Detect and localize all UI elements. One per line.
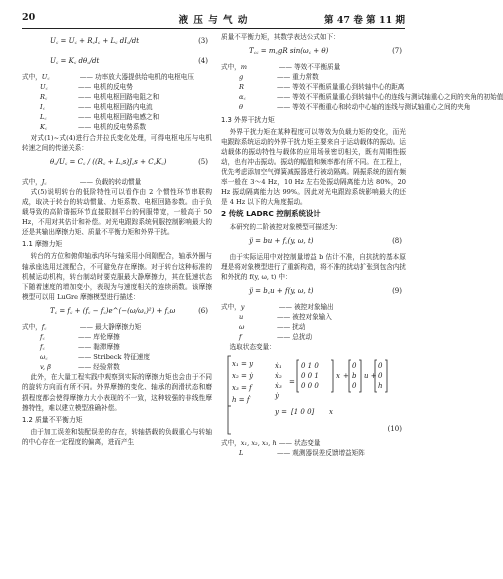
symbol: U꜀ [40, 83, 48, 92]
right-column [221, 32, 503, 459]
svg-text:0: 0 [352, 382, 357, 391]
paragraph: 质量不平衡力矩，其数学表达公式如下： [221, 33, 340, 41]
symbol-description: —— Stribeck 特征速度 [78, 353, 150, 362]
symbol-description: —— 电机电枢回路内电流 [78, 103, 153, 112]
svg-text:0 0 1: 0 0 1 [301, 372, 319, 381]
symbol-description: —— 等效不平衡重心和转动中心轴的连线与测试轴重心之间的夹角 [277, 103, 471, 112]
symbol-description: —— 最大静摩擦力矩 [79, 322, 142, 331]
svg-text:ẋ₃: ẋ₃ [275, 382, 282, 391]
svg-text:u +: u + [364, 372, 377, 381]
paragraph: 外界干扰力矩在某种程度可以等效为负载力矩的变化，而光电跟踪系统运动的外界干扰力矩主要来自于运动载体的振动。运动载体的振动特性与载体的应用场景密切相关，既有周期性振动，也有冲击振动。振动的幅值和频率都有所不同。在工程上，优先考虑添加空气弹簧减振器进行被动隔离。隔振系统的固有频率一般在 3～4 Hz，10 Hz 左右处振动隔离能力达 80%，20 Hz 振动隔离能力达 99%。因此对光电跟踪系统影响最大的还是 4 Hz 以下的大角度振动。 [221, 127, 406, 207]
symbol-definition [221, 448, 406, 458]
equation-10-state-space: x₁ = y x₂ = ẏ x₃ = f h = ḟ ẋ₁ ẋ₂ ẋ₃ ẏ = 0 1 0 0 0 1 0 0 0 x + 0 b 0 u + 0 0 h y = [1 0 0] x (10) [221, 352, 406, 438]
symbol-definition [22, 342, 212, 352]
svg-text:y =: y = [275, 408, 288, 417]
symbol-description: —— 负载的转动惯量 [79, 177, 142, 186]
where-label: 式中， [221, 302, 241, 311]
issue-label: 第 47 卷 第 11 期 [324, 15, 405, 26]
section-heading: 1.3 外界干扰力矩 [221, 115, 275, 124]
paragraph: 式(5)说明转台的低阶特性可以看作由 2 个惯性环节串联构成，取决于转台的转动惯量、力矩系数、电枢回路参数。由于负载导致的高阶谐振环节直接限制平台的伺服带宽，一般高于 50 Hz，不用对其估计和补偿。对光电跟踪系统伺服控制影响最大的还是其输出摩擦力矩、质量不平衡力矩和外界干扰。 [22, 187, 212, 237]
symbol-description: —— 经验常数 [78, 363, 120, 372]
symbol-description: —— 黏滞摩擦 [78, 343, 120, 352]
symbol-description: —— 总扰动 [277, 333, 313, 342]
symbol: R꜀ [40, 93, 48, 102]
symbol-definition [22, 72, 212, 82]
journal-title: 液 压 与 气 动 [178, 15, 249, 26]
svg-text:x₂ = ẏ: x₂ = ẏ [232, 372, 254, 381]
svg-text:b: b [352, 372, 357, 381]
paragraph: 此外，在大量工程实践中观察到实际的摩擦力矩也会由于不同的旋转方向而有所不同。外界摩擦的变化、轴承的润滑状态和磨损程度都会使得摩擦力大小表现的不一致，这种较强的非线性摩擦特性，难以建立模型准确补偿。 [22, 373, 212, 412]
svg-text:x: x [336, 372, 340, 381]
svg-text:x: x [329, 408, 333, 417]
symbol-description: —— 库伦摩擦 [78, 332, 120, 341]
symbol-definition [22, 82, 212, 92]
page-number: 20 [22, 12, 36, 23]
symbol-description: —— 电机的反电势系数 [78, 123, 147, 132]
svg-text:ẋ₂: ẋ₂ [275, 372, 282, 381]
symbol-definition [22, 102, 212, 112]
symbol-definition [221, 312, 406, 322]
symbol-definition [221, 82, 406, 92]
svg-text:=: = [289, 378, 295, 387]
symbol-description: —— 功率放大器提供给电机的电枢电压 [79, 73, 194, 81]
svg-text:0: 0 [378, 362, 383, 371]
symbol: L [239, 449, 244, 458]
svg-text:0 1 0: 0 1 0 [301, 362, 319, 371]
state-space-matrix [227, 354, 397, 438]
symbol-description: —— 被控对象输入 [277, 312, 332, 321]
symbol-definition [22, 122, 212, 132]
symbol-definition [22, 177, 212, 187]
symbol-definition [221, 102, 471, 112]
symbol-description: —— 电机电枢回路电感之和 [78, 113, 160, 122]
equation-3: U꜀ = U꜀ + R꜀I꜀ + L꜀ dI꜀/dt (3) [50, 37, 208, 45]
symbol: α꜀ [239, 93, 246, 102]
symbol-definition [22, 332, 212, 342]
symbol-definition [221, 62, 406, 72]
symbol-description: —— 电机电枢回路电阻之和 [78, 93, 160, 102]
symbol-definition [221, 72, 406, 82]
symbol-definition [221, 302, 406, 312]
symbol-description: —— 状态变量 [278, 439, 321, 448]
paragraph: 由于实际运用中对控制量增益 b 估计不准，自抗扰的基本原理是将对象模型进行了重新构造，将不准的扰动扩张到包含内扰和外扰的 f(y, ω, t) 中： [221, 252, 406, 281]
section-heading: 1.1 摩擦力矩 [22, 240, 63, 249]
section-heading: 2 传统 LADRC 控制系统设计 [221, 209, 321, 219]
equation-4: U꜀ = K꜀ dθ꜀/dt (4) [50, 57, 208, 65]
symbol: ω [239, 323, 245, 332]
paragraph: 转台的方位和俯仰轴承内环与轴采用小间隙配合，轴承外圈与轴承座选用过渡配合，不可避免存在摩擦。对于转台这种标准的机械运动机构，转台制动时要克服最大静摩擦力，其在低速状态下随着速度的增加变小，表现为与速度相关的连续函数。该摩擦模型可以用 LuGre 摩擦模型进行描述： [22, 252, 212, 301]
symbol: f꜀ [41, 322, 47, 331]
symbol: f꜀ [40, 343, 45, 352]
symbol-definitions-4 [221, 62, 503, 112]
where-label: 式中， [221, 439, 241, 448]
section-heading: 1.2 质量不平衡力矩 [22, 415, 83, 424]
symbol-definitions-2 [22, 177, 212, 187]
symbol: J꜀ [41, 177, 47, 186]
symbol: I꜀ [40, 103, 45, 112]
symbol-description: —— 扰动 [277, 323, 306, 332]
svg-text:[1 0 0]: [1 0 0] [291, 408, 315, 417]
symbol-definition [22, 112, 212, 122]
symbol: R [239, 83, 244, 92]
equation-6: T꜀ = f꜀ + (f꜀ − f꜀)e^(−(ω/ω꜀)²) + f꜀ω (6) [50, 306, 208, 315]
paragraph: 对式(1)~式(4)进行合并拉氏变化处理，可得电枢电压与电机转速之间的传递关系： [22, 133, 212, 152]
svg-text:0: 0 [378, 372, 383, 381]
paragraph: 选取状态变量： [229, 343, 276, 352]
symbol-definition [22, 352, 212, 362]
paragraph: 由于加工误差和装配误差的存在，转轴搭载的负载重心与转轴的中心存在一定程度的偏离，进而产生 [22, 427, 212, 446]
symbol-definitions-6 [221, 438, 406, 458]
symbol: K꜀ [40, 123, 48, 132]
header-rule [22, 28, 405, 29]
symbol-definitions-5 [221, 302, 406, 342]
symbol-definition [221, 322, 406, 332]
left-column [22, 32, 212, 447]
symbol-description: —— 等效不平衡质量 [278, 63, 341, 72]
equation-5: θ꜀/U꜀ = C꜀ / ((R꜀ + L꜀s)J꜀s + C꜀K꜀) (5) [50, 157, 208, 166]
symbol: g [239, 73, 244, 82]
symbol: x₁, x₂, x₃, h [240, 439, 277, 448]
where-label: 式中， [22, 322, 42, 331]
symbol: u [239, 312, 244, 321]
symbol-description: —— 等效不平衡质量重心到转轴中心的距离 [277, 83, 405, 92]
symbol-definition [221, 438, 406, 448]
svg-text:x₃ = f: x₃ = f [232, 384, 252, 393]
symbol-definition [221, 92, 503, 102]
paragraph: 本研究的二阶被控对象模型可描述为： [229, 222, 342, 231]
symbol-description: —— 被控对象输出 [278, 302, 334, 311]
symbol-description: —— 重力常数 [277, 73, 319, 82]
svg-text:ẋ₁: ẋ₁ [275, 362, 282, 371]
svg-text:h = ḟ: h = ḟ [232, 396, 250, 405]
where-label: 式中， [22, 177, 42, 186]
where-label: 式中， [221, 63, 241, 72]
symbol-definition [22, 92, 212, 102]
svg-text:ẏ: ẏ [275, 392, 279, 401]
symbol-description: —— 电机的反电势 [78, 83, 133, 92]
symbol: f [239, 333, 242, 342]
symbol: θ [239, 103, 243, 112]
symbol-definition [22, 362, 212, 372]
equation-7: T꜀꜀ = m꜀gR sin(ω꜀ + θ) (7) [249, 47, 402, 56]
symbol-definitions-1 [22, 72, 212, 133]
symbol: ω꜀ [40, 353, 48, 362]
symbol-description: —— 等效不平衡质量重心到转轴中心的连线与测试轴重心之间的夹角的初始值 [277, 93, 503, 102]
svg-text:h: h [378, 382, 383, 391]
symbol: f꜀ [40, 332, 45, 341]
symbol: L꜀ [40, 113, 47, 122]
svg-text:0 0 0: 0 0 0 [301, 382, 319, 391]
page-header [22, 12, 405, 28]
equation-9: ÿ = b꜀u + f(y, ω, t) (9) [249, 286, 402, 295]
symbol-definition [22, 322, 212, 332]
symbol-definitions-3 [22, 322, 212, 372]
equation-8: ÿ = bu + f꜀(y, ω, t) (8) [249, 236, 402, 245]
symbol: m [240, 63, 248, 72]
symbol: U꜀ [41, 73, 50, 81]
symbol: y [240, 302, 245, 311]
symbol: v, β [40, 363, 51, 372]
symbol-definition [221, 332, 406, 342]
where-label: 式中， [22, 73, 42, 81]
svg-text:x₁ = y: x₁ = y [232, 360, 254, 369]
svg-text:0: 0 [352, 362, 357, 371]
symbol-description: —— 观测器误差反馈增益矩阵 [277, 449, 365, 458]
svg-text:+: + [343, 372, 349, 381]
